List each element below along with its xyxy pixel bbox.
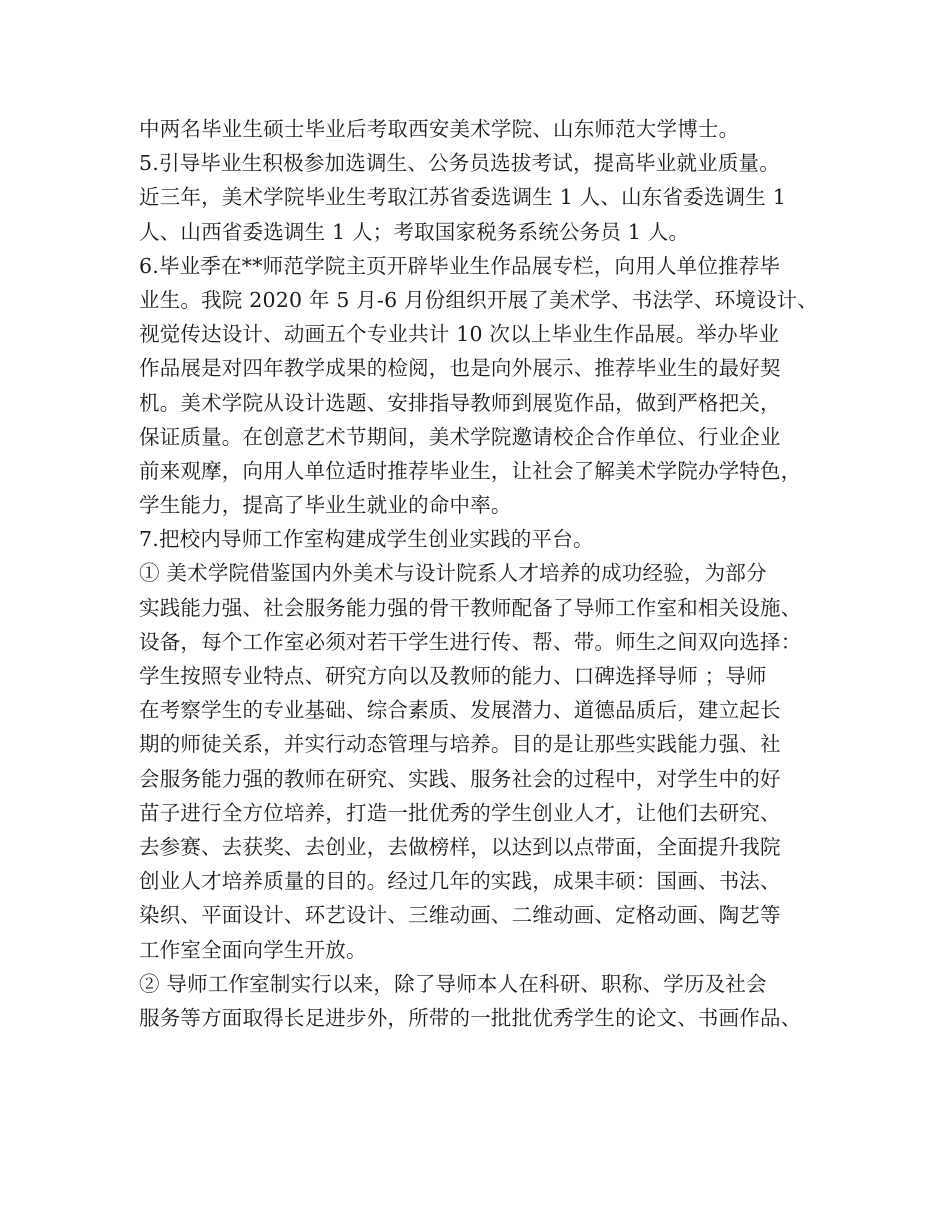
text-line: 保证质量。在创意艺术节期间，美术学院邀请校企合作单位、行业企业 [139, 424, 781, 449]
text-line: 创业人才培养质量的目的。经过几年的实践，成果丰硕：国画、书法、 [139, 869, 781, 894]
text-line: 实践能力强、社会服务能力强的骨干教师配备了导师工作室和相关设施、 [139, 595, 802, 620]
text-line: 业生。我院 2020 年 5 月-6 月份组织开展了美术学、书法学、环境设计、 [139, 287, 819, 312]
text-line: 人、山西省委选调生 1 人；考取国家税务系统公务员 1 人。 [139, 219, 690, 244]
text-line: 服务等方面取得长足进步外，所带的一批批优秀学生的论文、书画作品、 [139, 1005, 802, 1030]
text-line: 视觉传达设计、动画五个专业共计 10 次以上毕业生作品展。举办毕业 [139, 322, 780, 347]
text-line: 苗子进行全方位培养，打造一批优秀的学生创业人才，让他们去研究、 [139, 800, 781, 825]
body-text [139, 112, 829, 1035]
text-line: 近三年，美术学院毕业生考取江苏省委选调生 1 人、山东省委选调生 1 [139, 185, 786, 210]
text-line: 中两名毕业生硕士毕业后考取西安美术学院、山东师范大学博士。 [139, 117, 740, 141]
text-line: 工作室全面向学生开放。 [139, 937, 367, 962]
text-line: 染织、平面设计、环艺设计、三维动画、二维动画、定格动画、陶艺等 [139, 903, 781, 928]
text-line: 期的师徒关系，并实行动态管理与培养。目的是让那些实践能力强、社 [139, 732, 781, 757]
text-line: 在考察学生的专业基础、综合素质、发展潜力、道德品质后，建立起长 [139, 698, 781, 723]
text-line: 去参赛、去获奖、去创业，去做榜样，以达到以点带面，全面提升我院 [139, 834, 781, 859]
text-line: 前来观摩，向用人单位适时推荐毕业生，让社会了解美术学院办学特色， [139, 458, 802, 483]
text-line: 作品展是对四年教学成果的检阅，也是向外展示、推荐毕业生的最好契 [139, 356, 781, 381]
text-line: ① 美术学院借鉴国内外美术与设计院系人才培养的成功经验，为部分 [139, 561, 767, 586]
text-line: 会服务能力强的教师在研究、实践、服务社会的过程中，对学生中的好 [139, 766, 781, 791]
text-line: 6.毕业季在**师范学院主页开辟毕业生作品展专栏，向用人单位推荐毕 [139, 253, 781, 278]
text-line: 学生按照专业特点、研究方向以及教师的能力、口碑选择导师 ；导师 [139, 664, 767, 688]
text-line: 7.把校内导师工作室构建成学生创业实践的平台。 [139, 527, 594, 552]
text-line: ② 导师工作室制实行以来，除了导师本人在科研、职称、学历及社会 [139, 971, 767, 996]
text-line: 设备，每个工作室必须对若干学生进行传、帮、带。师生之间双向选择： [139, 629, 802, 654]
text-line: 学生能力，提高了毕业生就业的命中率。 [139, 493, 512, 518]
text-line: 机。美术学院从设计选题、安排指导教师到展览作品，做到严格把关， [139, 390, 781, 415]
text-line: 5.引导毕业生积极参加选调生、公务员选拔考试，提高毕业就业质量。 [139, 151, 780, 176]
